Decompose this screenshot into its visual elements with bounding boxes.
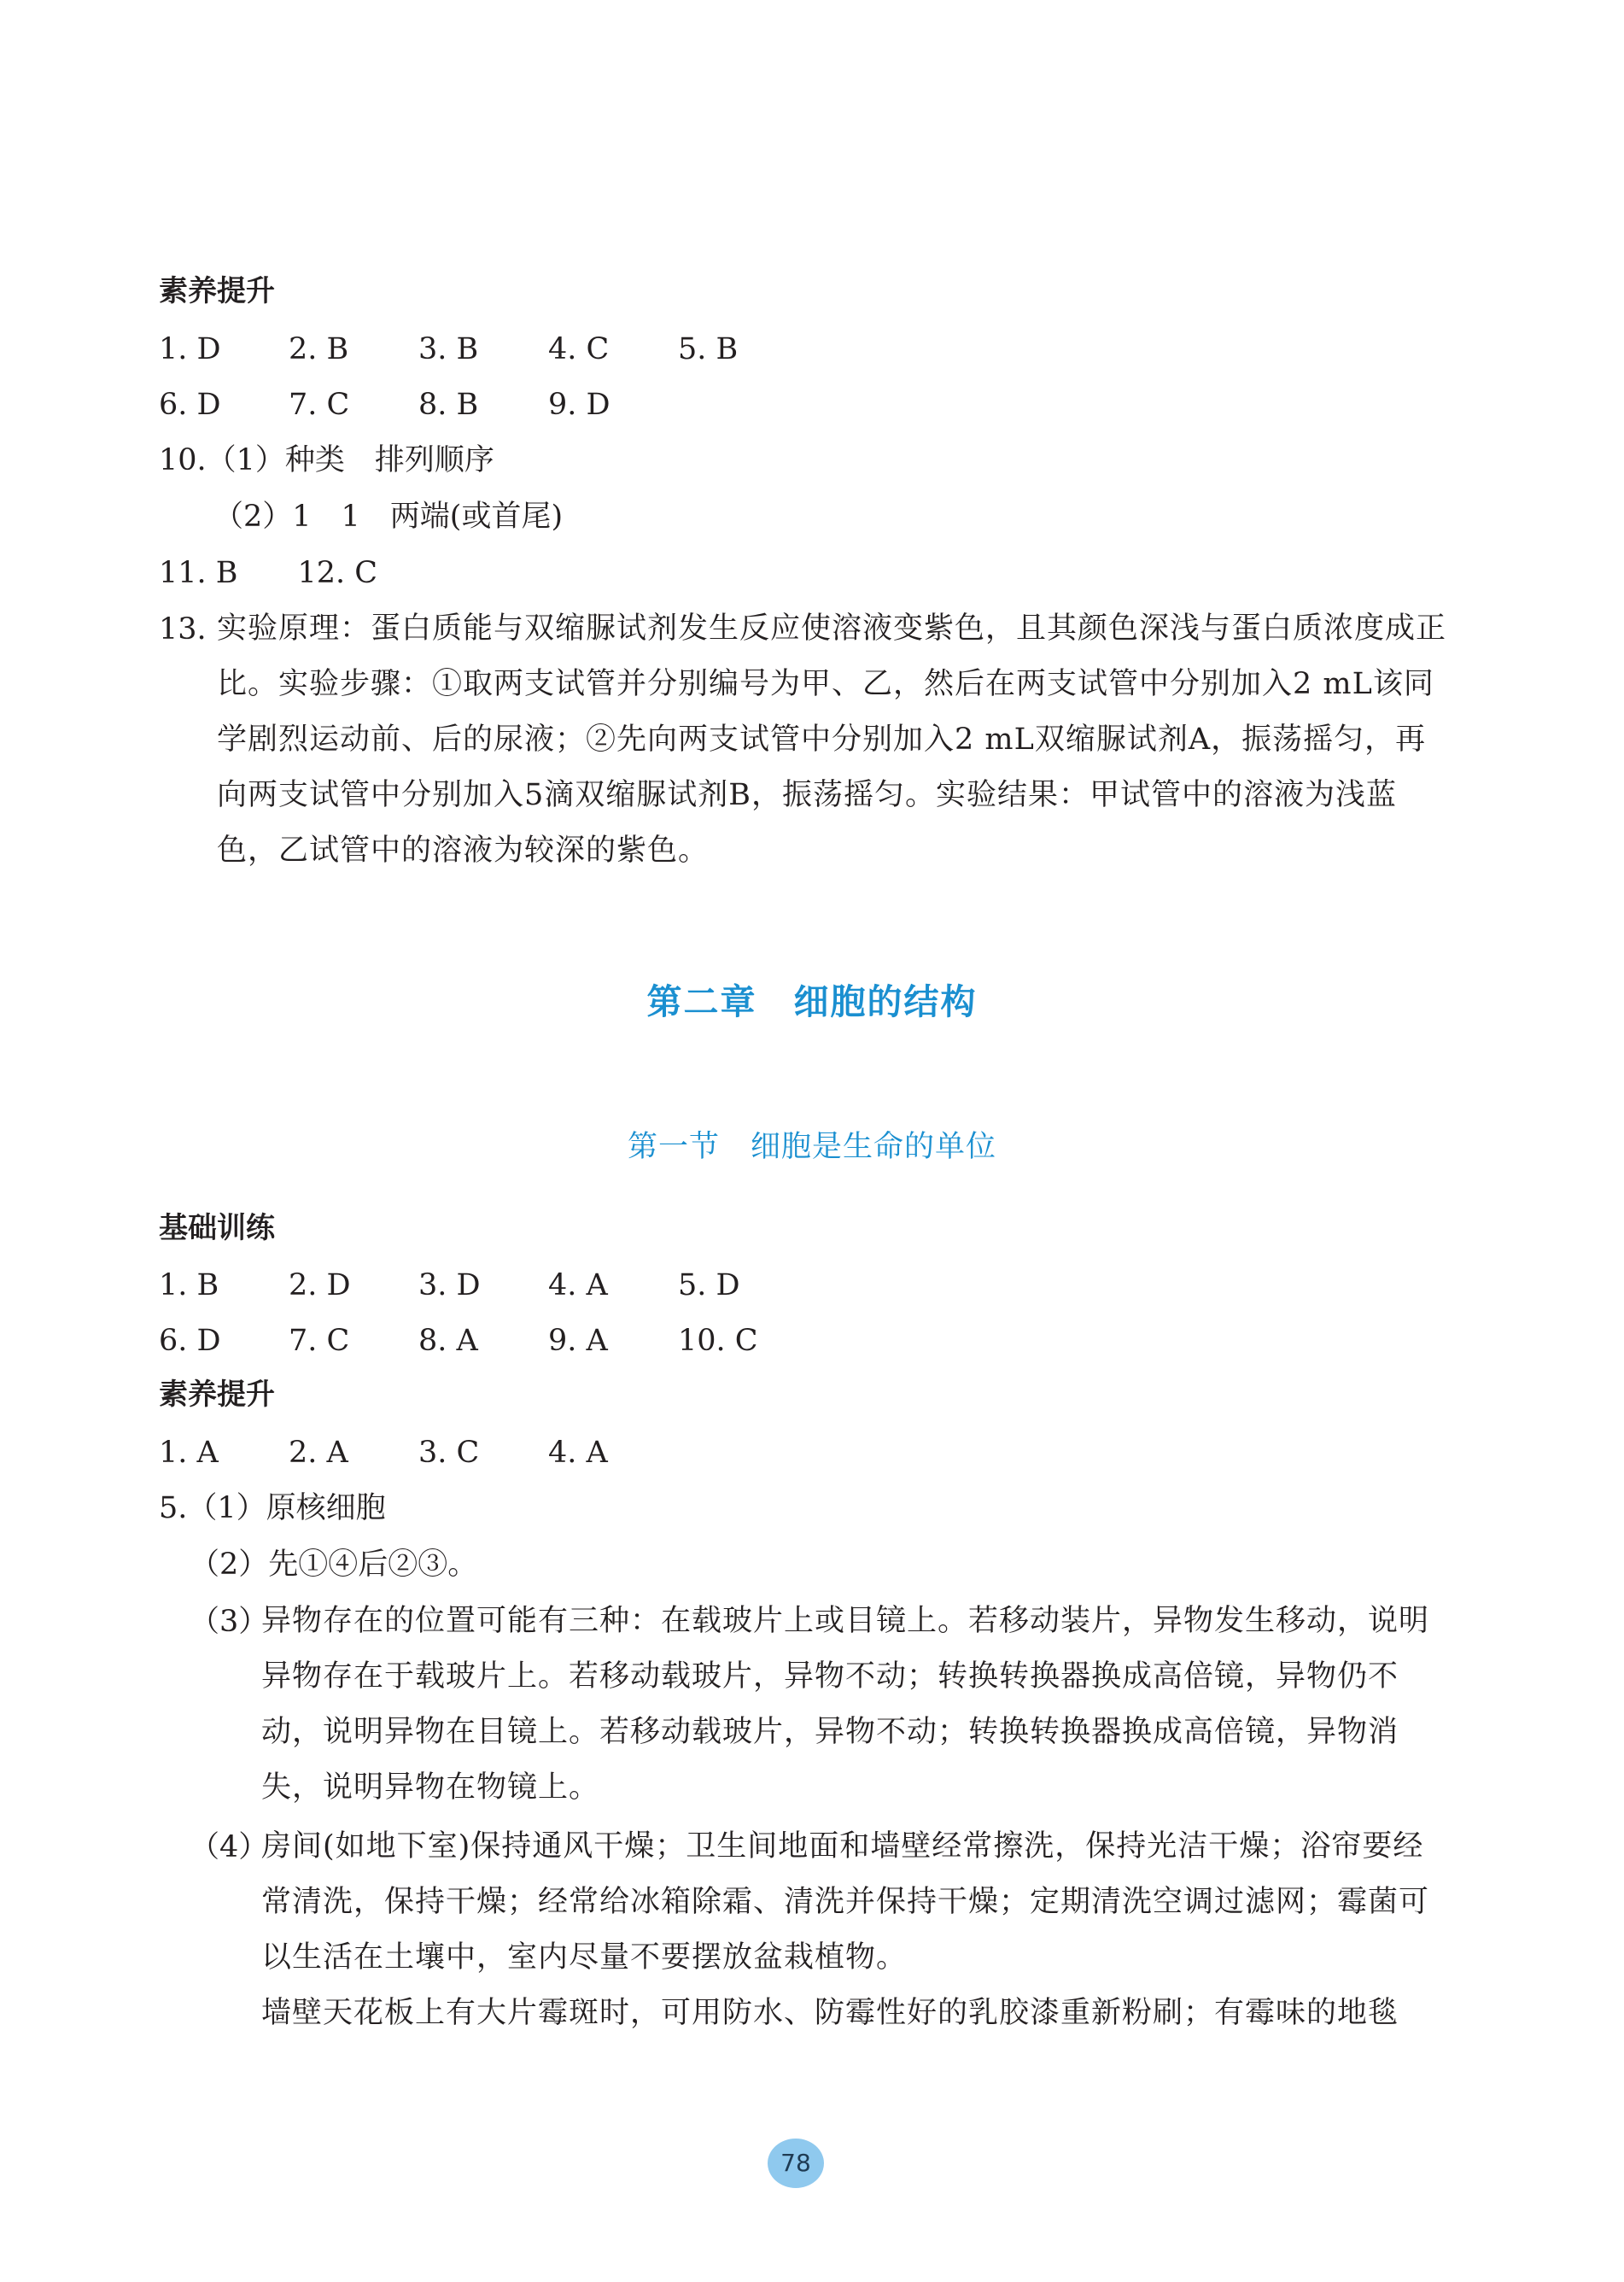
answer-row [159, 323, 808, 376]
answer-q5-part4-text-continued: 墙壁天花板上有大片霉斑时，可用防水、防霉性好的乳胶漆重新粉刷；有霉味的地毯 [261, 1996, 1399, 2030]
answer-item: 10. C [678, 1324, 758, 1358]
answer-item: 1. D [159, 332, 221, 366]
answer-row [159, 1314, 808, 1367]
chapter-title: 第二章 细胞的结构 [646, 981, 978, 1022]
answer-q11-q12: 11. B 12. C [159, 556, 378, 590]
answer-item: 4. A [548, 1268, 608, 1302]
answer-q5-part4-number: （4） [190, 1830, 269, 1864]
answer-q5-part3-text: 异物存在的位置可能有三种：在载玻片上或目镜上。若移动装片，异物发生移动，说明异物存在于载玻片上。若移动载玻片，异物不动；转换转换器换成高倍镜，异物仍不动，说明异物在目镜上。若移动载玻片，异物不动；转换转换器换成高倍镜，异物消失，说明异物在物镜上。 [261, 1604, 1430, 1805]
answer-q13-text: 实验原理：蛋白质能与双缩脲试剂发生反应使溶液变紫色，且其颜色深浅与蛋白质浓度成正比。实验步骤：①取两支试管并分别编号为甲、乙，然后在两支试管中分别加入2 mL该同学剧烈运动前、后的尿液；②先向两支试管中分别加入2 mL双缩脲试剂A，振荡摇匀，再向两支试管中分别加入5滴双缩脲试剂B，振荡摇匀。实验结果：甲试管中的溶液为浅蓝色，乙试管中的溶液为较深的紫色。 [217, 611, 1447, 868]
answer-q5-part4-text: 房间(如地下室)保持通风干燥；卫生间地面和墙壁经常擦洗，保持光洁干燥；浴帘要经常清洗，保持干燥；经常给冰箱除霜、清洗并保持干燥；定期清洗空调过滤网；霉菌可以生活在土壤中，室内尽量不要摆放盆栽植物。 [261, 1829, 1430, 1975]
answer-item: 3. B [418, 332, 479, 366]
answer-row [159, 1259, 808, 1312]
answer-item: 9. D [548, 388, 610, 422]
answer-item: 8. A [418, 1324, 478, 1358]
answer-item: 2. A [289, 1436, 348, 1470]
answer-item: 3. C [418, 1436, 480, 1470]
answer-q10-part2: （2）1 1 两端(或首尾) [213, 500, 564, 534]
section-heading-suyang-2: 素养提升 [159, 1378, 275, 1412]
answer-item: 5. D [678, 1268, 740, 1302]
answer-item: 7. C [289, 1324, 350, 1358]
answer-q5-part1: 5.（1）原核细胞 [159, 1491, 386, 1525]
answer-row [159, 378, 678, 431]
section-heading-suyang-1: 素养提升 [159, 274, 275, 308]
answer-item: 2. B [289, 332, 349, 366]
answer-item: 1. A [159, 1436, 219, 1470]
section-title: 第一节 细胞是生命的单位 [627, 1130, 996, 1164]
answer-q5-part2: （2）先①④后②③。 [190, 1548, 478, 1582]
answer-item: 5. B [678, 332, 739, 366]
answer-item: 7. C [289, 388, 350, 422]
answer-item: 4. C [548, 332, 610, 366]
answer-item: 9. A [548, 1324, 608, 1358]
answer-q13-number: 13. [159, 612, 207, 647]
answer-q5-part3-number: （3） [190, 1605, 269, 1639]
answer-item: 1. B [159, 1268, 219, 1302]
answer-item: 4. A [548, 1436, 608, 1470]
section-heading-jichu: 基础训练 [159, 1211, 275, 1245]
answer-item: 6. D [159, 1324, 221, 1358]
answer-item: 6. D [159, 388, 221, 422]
answer-item: 2. D [289, 1268, 351, 1302]
answer-item: 8. B [418, 388, 479, 422]
answer-row [159, 1426, 678, 1479]
answer-q10-part1: 10.（1）种类 排列顺序 [159, 443, 494, 477]
answer-item: 3. D [418, 1268, 481, 1302]
page-number: 78 [768, 2139, 824, 2188]
